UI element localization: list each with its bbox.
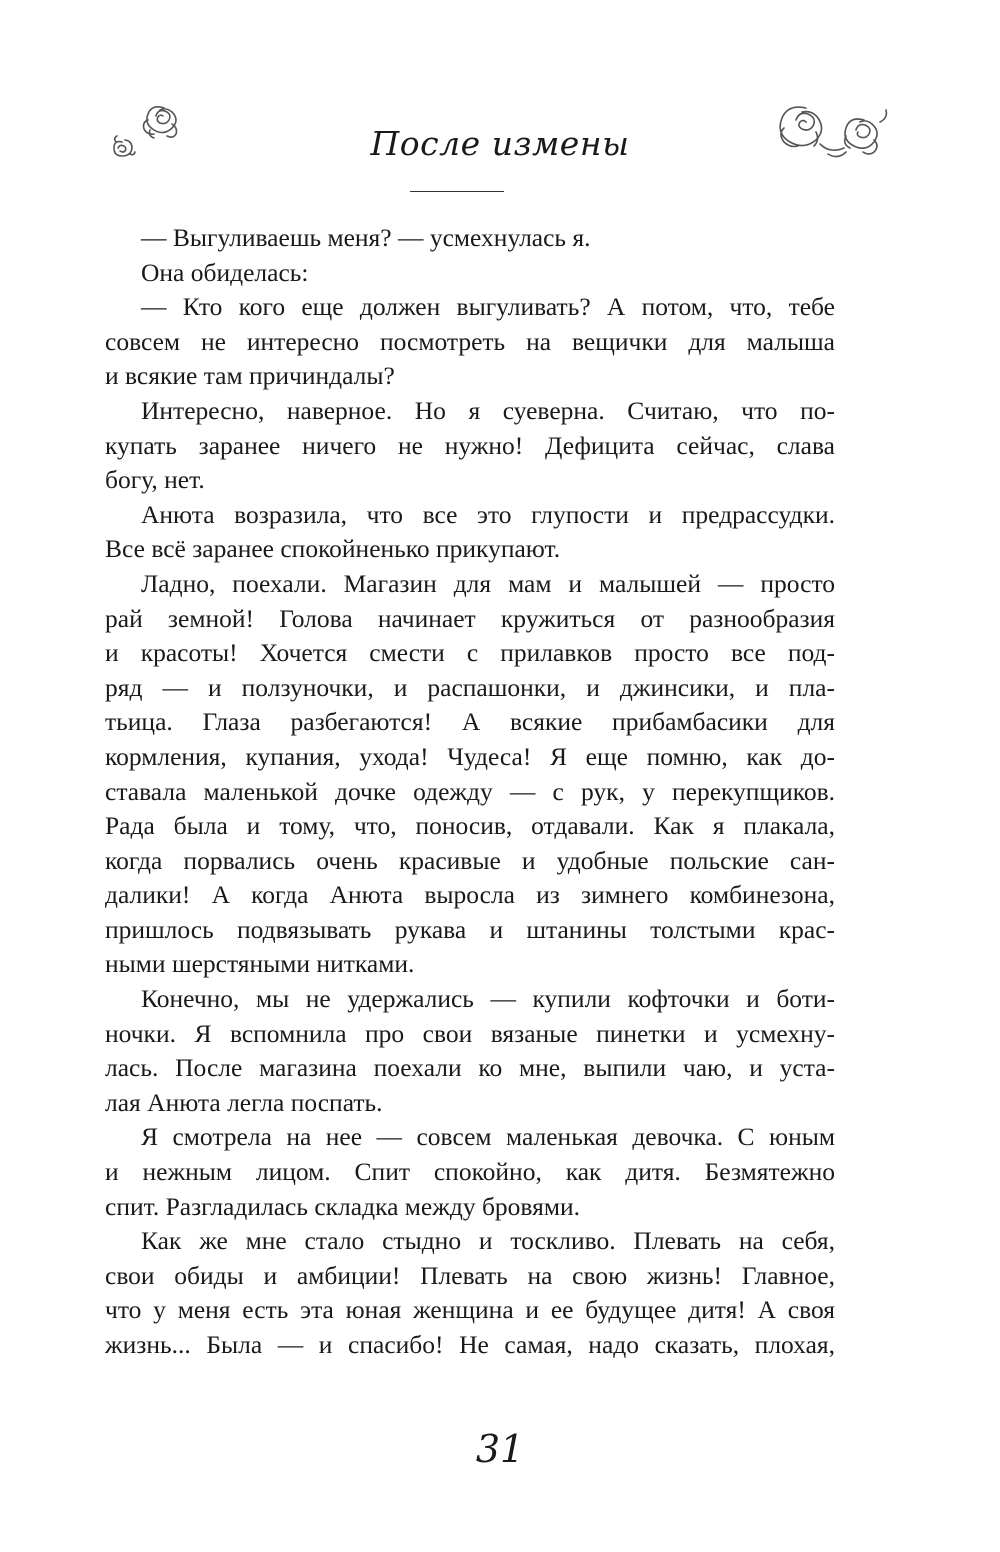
paragraph xyxy=(105,567,835,982)
text-line: ными шерстяными нитками. xyxy=(105,949,415,979)
text-line: совсем не интересно посмотреть на вещички для малыша xyxy=(105,326,835,356)
text-line: спит. Разгладилась складка между бровями. xyxy=(105,1191,581,1221)
text-line: и нежным лицом. Спит спокойно, как дитя. Безмятежно xyxy=(105,1157,835,1187)
title-divider xyxy=(410,191,504,192)
text-line: лая Анюта легла поспать. xyxy=(105,1087,383,1117)
paragraph xyxy=(105,256,835,291)
text-line: рай земной! Голова начинает кружиться от разнообразия xyxy=(105,603,835,633)
text-line: ночки. Я вспомнила про свои вязаные пинетки и усмехну- xyxy=(105,1018,835,1048)
paragraph xyxy=(105,1120,835,1224)
text-line: Она обиделась: xyxy=(141,257,309,287)
text-line: лась. После магазина поехали ко мне, выпили чаю, и уста- xyxy=(105,1053,835,1083)
paragraph xyxy=(105,394,835,498)
text-line: богу, нет. xyxy=(105,465,205,495)
body-text xyxy=(105,221,835,1363)
text-line: пришлось подвязывать рукава и штанины толстыми крас- xyxy=(105,914,835,944)
paragraph xyxy=(105,982,835,1120)
text-line: Конечно, мы не удержались — купили кофточки и боти- xyxy=(141,984,835,1014)
text-line: что у меня есть эта юная женщина и ее будущее дитя! А своя xyxy=(105,1295,835,1325)
text-line: Анюта возразила, что все это глупости и предрассудки. xyxy=(141,499,835,529)
text-line: Интересно, наверное. Но я суеверна. Считаю, что по- xyxy=(141,395,835,425)
text-line: Все всё заранее спокойненько прикупают. xyxy=(105,534,561,564)
text-line: и красоты! Хочется смести с прилавков просто все под- xyxy=(105,638,835,668)
paragraph xyxy=(105,498,835,567)
paragraph xyxy=(105,290,835,394)
text-line: кормления, купания, ухода! Чудеса! Я еще помню, как до- xyxy=(105,741,835,771)
paragraph xyxy=(105,1224,835,1362)
text-line: купать заранее ничего не нужно! Дефицита сейчас, слава xyxy=(105,430,835,460)
text-line: — Кто кого еще должен выгуливать? А потом, что, тебе xyxy=(141,292,835,322)
text-line: — Выгуливаешь меня? — усмехнулась я. xyxy=(141,223,591,252)
text-line: тьица. Глаза разбегаются! А всякие прибамбасики для xyxy=(105,707,835,737)
text-line: ряд — и ползуночки, и распашонки, и джинсики, и пла- xyxy=(105,672,835,702)
text-line: далики! А когда Анюта выросла из зимнего комбинезона, xyxy=(105,880,835,910)
text-line: когда порвались очень красивые и удобные польские сан- xyxy=(105,845,835,875)
paragraph xyxy=(105,221,835,256)
page-number: 31 xyxy=(475,1427,525,1471)
text-line: ставала маленькой дочке одежду — с рук, у перекупщиков. xyxy=(105,776,835,806)
text-line: Рада была и тому, что, поносив, отдавали. Как я плакала, xyxy=(105,811,835,841)
running-title: После измены xyxy=(370,124,630,163)
text-line: Ладно, поехали. Магазин для мам и малышей — просто xyxy=(141,568,835,598)
text-line: и всякие там причиндалы? xyxy=(105,361,395,391)
text-line: Как же мне стало стыдно и тоскливо. Плевать на себя, xyxy=(141,1226,835,1256)
text-line: свои обиды и амбиции! Плевать на свою жизнь! Главное, xyxy=(105,1260,835,1290)
text-line: Я смотрела на нее — совсем маленькая девочка. С юным xyxy=(141,1122,835,1152)
text-line: жизнь... Была — и спасибо! Не самая, надо сказать, плохая, xyxy=(105,1330,835,1359)
